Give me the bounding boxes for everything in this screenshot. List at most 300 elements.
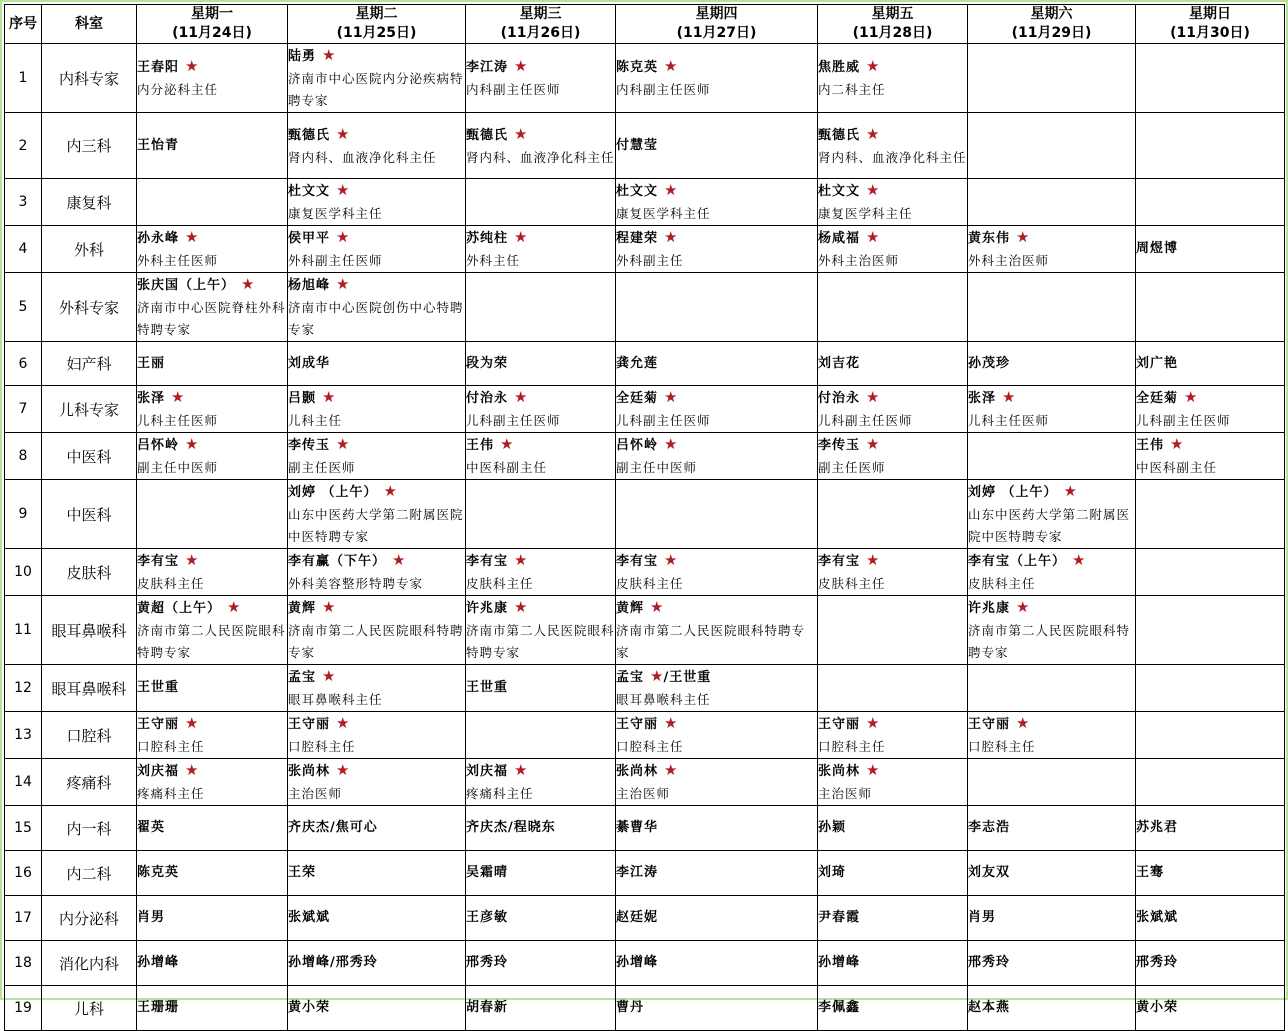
schedule-cell [1136,941,1285,986]
doctor-name: 刘婷 （上午） [288,485,378,500]
doctor-name-line [616,386,817,410]
schedule-cell [137,712,288,759]
star-icon: ★ [392,551,406,569]
schedule-cell [137,44,288,113]
doctor-name-line [1136,952,1284,974]
schedule-cell [466,113,616,179]
doctor-name-line [288,997,465,1019]
star-icon: ★ [185,57,199,75]
header-day-2 [288,5,466,44]
doctor-title: 口腔科主任 [616,739,684,754]
schedule-cell [818,226,968,273]
doctor-title: 内科副主任医师 [616,82,711,97]
schedule-cell [968,273,1136,342]
date-label: (11月26日) [500,25,581,41]
schedule-cell [1136,986,1285,1031]
doctor-name-line [616,549,817,573]
row-number: 10 [5,549,42,596]
doctor-name: 吕怀岭 [616,438,659,453]
doctor-title: 儿科副主任医师 [466,413,561,428]
doctor-title: 内分泌科主任 [137,82,219,97]
schedule-cell [968,44,1136,113]
schedule-cell [818,386,968,433]
schedule-cell [1136,712,1285,759]
doctor-name-line [616,135,817,157]
doctor-name-line [137,817,287,839]
schedule-cell [288,113,466,179]
doctor-name-line [968,817,1135,839]
weekday-label: 星期日 [1189,6,1231,22]
star-icon: ★ [1170,435,1184,453]
schedule-cell [968,712,1136,759]
doctor-name-line [137,549,287,573]
star-icon: ★ [866,714,880,732]
schedule-cell [616,226,818,273]
doctor-name: 王守丽 [968,717,1011,732]
department-name: 儿科专家 [42,386,137,433]
star-icon: ★ [185,761,199,779]
star-icon: ★ [1002,388,1016,406]
doctor-name-line [818,952,967,974]
table-row [5,113,1285,179]
doctor-title: 副主任医师 [818,460,886,475]
star-icon: ★ [322,598,336,616]
doctor-name: 刘庆福 [137,764,180,779]
header-day-7 [1136,5,1285,44]
header-day-1 [137,5,288,44]
doctor-title: 儿科主任医师 [968,413,1050,428]
doctor-name: 李佩鑫 [818,1000,861,1015]
star-icon: ★ [514,228,528,246]
doctor-name-line [466,677,615,699]
schedule-cell [968,896,1136,941]
doctor-name-line [616,997,817,1019]
schedule-cell [137,896,288,941]
doctor-name: 尹春霞 [818,910,861,925]
star-icon: ★ [514,551,528,569]
star-icon: ★ [185,551,199,569]
star-icon: ★ [500,435,514,453]
schedule-cell [968,665,1136,712]
doctor-name-line [818,123,967,147]
doctor-name: 付慧莹 [616,137,659,153]
doctor-name-line [466,596,615,620]
table-row [5,712,1285,759]
doctor-title: 主治医师 [616,786,671,801]
star-icon: ★ [664,761,678,779]
doctor-name: 王骞 [1136,865,1165,880]
doctor-name-line [288,712,465,736]
doctor-name-line [818,759,967,783]
doctor-name-line [616,759,817,783]
doctor-name-line [288,433,465,457]
doctor-name-line [466,759,615,783]
date-label: (11月27日) [676,25,757,41]
doctor-name: 吕颢 [288,391,317,406]
doctor-name-line [466,386,615,410]
doctor-name: 孟宝 [288,670,317,685]
schedule-cell [616,851,818,896]
weekday-label: 星期六 [1030,6,1073,22]
doctor-name-line [288,549,465,573]
row-number: 3 [5,179,42,226]
doctor-name: 李江涛 [616,865,659,880]
schedule-cell [137,480,288,549]
schedule-cell [616,665,818,712]
schedule-cell [137,941,288,986]
doctor-name: 孙增峰 [137,955,180,970]
doctor-name-line [968,226,1135,250]
doctor-name: 刘婷 （上午） [968,485,1058,500]
table-row [5,896,1285,941]
schedule-cell [288,226,466,273]
doctor-name-line [616,665,817,689]
schedule-cell [288,44,466,113]
doctor-name-line [616,179,817,203]
doctor-name: 綦曹华 [616,820,659,835]
doctor-name-line [288,759,465,783]
doctor-title: 济南市中心医院创伤中心特聘专家 [288,300,464,337]
doctor-title: 康复医学科主任 [616,206,711,221]
row-number: 17 [5,896,42,941]
doctor-name: 孙颖 [818,820,847,835]
doctor-name-secondary: /王世重 [663,670,712,685]
doctor-name: 刘广艳 [1136,355,1179,371]
star-icon: ★ [241,275,255,293]
doctor-title: 内科副主任医师 [466,82,561,97]
doctor-name: 吕怀岭 [137,438,180,453]
star-icon: ★ [336,228,350,246]
doctor-name-line [616,353,817,375]
doctor-name: 苏纯柱 [466,231,509,246]
doctor-name: 杨旭峰 [288,278,331,293]
department-name: 内三科 [42,113,137,179]
row-number: 16 [5,851,42,896]
doctor-title: 皮肤科主任 [818,576,886,591]
doctor-name: 孟宝 [616,670,645,685]
doctor-name: 王守丽 [288,717,331,732]
schedule-cell [818,549,968,596]
schedule-cell [616,44,818,113]
doctor-name: 王彦敏 [466,910,509,925]
star-icon: ★ [650,667,664,685]
doctor-name-line [137,226,287,250]
row-number: 18 [5,941,42,986]
doctor-name-line [137,712,287,736]
doctor-name-line [137,135,287,157]
star-icon: ★ [383,482,397,500]
schedule-cell [818,941,968,986]
row-number: 6 [5,342,42,386]
doctor-name-line [466,433,615,457]
doctor-name: 李志浩 [968,820,1011,835]
schedule-cell [137,179,288,226]
doctor-name-line [818,712,967,736]
department-name: 眼耳鼻喉科 [42,665,137,712]
doctor-name: 杜文文 [818,184,861,199]
schedule-cell [818,480,968,549]
doctor-name-line [616,862,817,884]
schedule-cell [288,665,466,712]
department-name: 中医科 [42,433,137,480]
doctor-name: 王伟 [466,438,495,453]
schedule-cell [616,759,818,806]
doctor-title: 皮肤科主任 [137,576,205,591]
doctor-name-line [616,596,817,620]
doctor-name-line [1136,907,1284,929]
doctor-name: 杜文文 [288,184,331,199]
doctor-title: 外科副主任医师 [288,253,383,268]
row-number: 12 [5,665,42,712]
schedule-cell [1136,665,1285,712]
schedule-cell [818,896,968,941]
doctor-name-line [968,353,1135,375]
doctor-name: 刘琦 [818,865,847,880]
doctor-name-line [288,907,465,929]
schedule-cell [288,179,466,226]
doctor-name-line [466,226,615,250]
doctor-name: 刘友双 [968,865,1011,880]
schedule-cell [1136,386,1285,433]
doctor-name-line [466,55,615,79]
doctor-name-line [288,480,465,504]
doctor-title: 内二科主任 [818,82,886,97]
doctor-name: 李有赢（下午） [288,554,387,569]
star-icon: ★ [185,435,199,453]
doctor-title: 疼痛科主任 [466,786,534,801]
doctor-name-line [288,226,465,250]
schedule-cell [288,480,466,549]
star-icon: ★ [664,435,678,453]
doctor-name: 陈克英 [137,865,180,880]
doctor-name-line [1136,386,1284,410]
date-label: (11月28日) [852,25,933,41]
star-icon: ★ [336,761,350,779]
row-number: 1 [5,44,42,113]
schedule-cell [137,433,288,480]
doctor-name-line [818,353,967,375]
date-label: (11月25日) [336,25,417,41]
row-number: 2 [5,113,42,179]
schedule-cell [968,226,1136,273]
schedule-cell [818,113,968,179]
doctor-name-line [1136,817,1284,839]
doctor-title: 外科主治医师 [968,253,1050,268]
weekday-label: 星期一 [191,6,233,22]
doctor-name-line [818,179,967,203]
doctor-name: 张泽 [968,391,997,406]
doctor-title: 外科主任 [466,253,521,268]
doctor-name-line [288,386,465,410]
doctor-name-line [288,179,465,203]
star-icon: ★ [1072,551,1086,569]
doctor-name: 胡春新 [466,1000,509,1015]
schedule-cell [818,179,968,226]
schedule-cell [1136,851,1285,896]
weekday-label: 星期五 [871,6,914,22]
star-icon: ★ [514,598,528,616]
star-icon: ★ [336,435,350,453]
doctor-name-line [137,596,287,620]
doctor-name-line [1136,862,1284,884]
schedule-cell [616,386,818,433]
doctor-title: 中医科副主任 [466,460,548,475]
doctor-name: 齐庆杰/焦可心 [288,820,378,835]
doctor-name: 付治永 [818,391,861,406]
date-label: (11月24日) [172,25,252,41]
doctor-name-line [137,997,287,1019]
schedule-cell [616,549,818,596]
doctor-title: 外科主任医师 [137,253,219,268]
schedule-cell [137,549,288,596]
doctor-title: 外科美容整形特聘专家 [288,576,424,591]
doctor-name: 杜文文 [616,184,659,199]
schedule-cell [466,896,616,941]
department-name: 口腔科 [42,712,137,759]
doctor-name: 许兆康 [968,601,1011,616]
doctor-name: 黄东伟 [968,231,1011,246]
schedule-cell [288,941,466,986]
department-name: 消化内科 [42,941,137,986]
star-icon: ★ [866,57,880,75]
schedule-cell [288,712,466,759]
doctor-name: 吴霜晴 [466,865,509,880]
doctor-name-line [968,952,1135,974]
department-name: 外科 [42,226,137,273]
row-number: 9 [5,480,42,549]
schedule-cell [466,549,616,596]
department-name: 疼痛科 [42,759,137,806]
doctor-title: 皮肤科主任 [968,576,1036,591]
doctor-name: 焦胜威 [818,60,861,75]
schedule-cell [616,433,818,480]
schedule-cell [288,273,466,342]
doctor-name: 甄德氏 [288,127,331,143]
doctor-name-line [968,480,1135,504]
schedule-cell [137,273,288,342]
department-name: 中医科 [42,480,137,549]
doctor-name-line [968,862,1135,884]
schedule-cell [616,941,818,986]
doctor-name-line [288,952,465,974]
schedule-cell [466,851,616,896]
doctor-name: 黄辉 [288,601,317,616]
doctor-title: 康复医学科主任 [818,206,913,221]
doctor-name-line [288,44,465,68]
doctor-name: 孙茂珍 [968,355,1011,371]
doctor-name-line [616,712,817,736]
doctor-name: 张尚林 [616,764,659,779]
schedule-cell [968,851,1136,896]
schedule-cell [968,480,1136,549]
date-label: (11月29日) [1011,25,1092,41]
doctor-name: 程建荣 [616,231,659,246]
doctor-name: 张庆国（上午） [137,278,236,293]
doctor-name-line [968,907,1135,929]
schedule-cell [288,896,466,941]
star-icon: ★ [1016,714,1030,732]
weekday-label: 星期四 [695,6,738,22]
schedule-cell [616,273,818,342]
schedule-cell [968,433,1136,480]
department-name: 内分泌科 [42,896,137,941]
schedule-cell [818,806,968,851]
schedule-cell [466,480,616,549]
doctor-name-line [818,433,967,457]
doctor-title: 副主任中医师 [137,460,219,475]
row-number: 19 [5,986,42,1031]
schedule-cell [968,759,1136,806]
star-icon: ★ [336,181,350,199]
doctor-name: 张尚林 [818,764,861,779]
department-name: 妇产科 [42,342,137,386]
department-name: 外科专家 [42,273,137,342]
doctor-name-line [968,596,1135,620]
star-icon: ★ [514,124,528,143]
schedule-cell [137,759,288,806]
schedule-cell [466,712,616,759]
doctor-title: 山东中医药大学第二附属医院中医特聘专家 [288,507,464,544]
schedule-cell [466,342,616,386]
schedule-cell [616,179,818,226]
schedule-cell [288,433,466,480]
schedule-cell [1136,226,1285,273]
doctor-title: 眼耳鼻喉科主任 [288,692,383,707]
doctor-name: 王春阳 [137,60,180,75]
doctor-name: 甄德氏 [818,127,861,143]
schedule-cell [288,386,466,433]
doctor-title: 肾内科、血液净化科主任 [288,149,437,165]
star-icon: ★ [866,124,880,143]
doctor-name-line [968,997,1135,1019]
row-number: 14 [5,759,42,806]
doctor-name-line [137,55,287,79]
table-row [5,179,1285,226]
star-icon: ★ [866,761,880,779]
doctor-title: 儿科副主任医师 [818,413,913,428]
table-row [5,549,1285,596]
schedule-cell [288,549,466,596]
schedule-cell [616,113,818,179]
doctor-name: 李有宝 [616,554,659,569]
star-icon: ★ [1184,388,1198,406]
schedule-cell [288,342,466,386]
doctor-name: 陆勇 [288,49,317,64]
schedule-cell [968,113,1136,179]
doctor-title: 康复医学科主任 [288,206,383,221]
schedule-cell [968,596,1136,665]
doctor-name: 赵本燕 [968,1000,1011,1015]
doctor-name: 黄小荣 [288,1000,331,1015]
doctor-name: 许兆康 [466,601,509,616]
row-number: 5 [5,273,42,342]
doctor-name: 王守丽 [818,717,861,732]
doctor-name: 龚允莲 [616,355,659,371]
doctor-name: 邢秀玲 [466,955,509,970]
department-name: 内科专家 [42,44,137,113]
doctor-title: 皮肤科主任 [616,576,684,591]
doctor-title: 济南市中心医院脊柱外科特聘专家 [137,300,286,337]
doctor-name: 王荣 [288,865,317,880]
star-icon: ★ [336,714,350,732]
department-name: 内二科 [42,851,137,896]
doctor-name-line [818,817,967,839]
table-row [5,480,1285,549]
doctor-name: 张斌斌 [1136,910,1179,925]
star-icon: ★ [866,228,880,246]
doctor-name-line [466,952,615,974]
doctor-name: 李有宝 [466,554,509,569]
